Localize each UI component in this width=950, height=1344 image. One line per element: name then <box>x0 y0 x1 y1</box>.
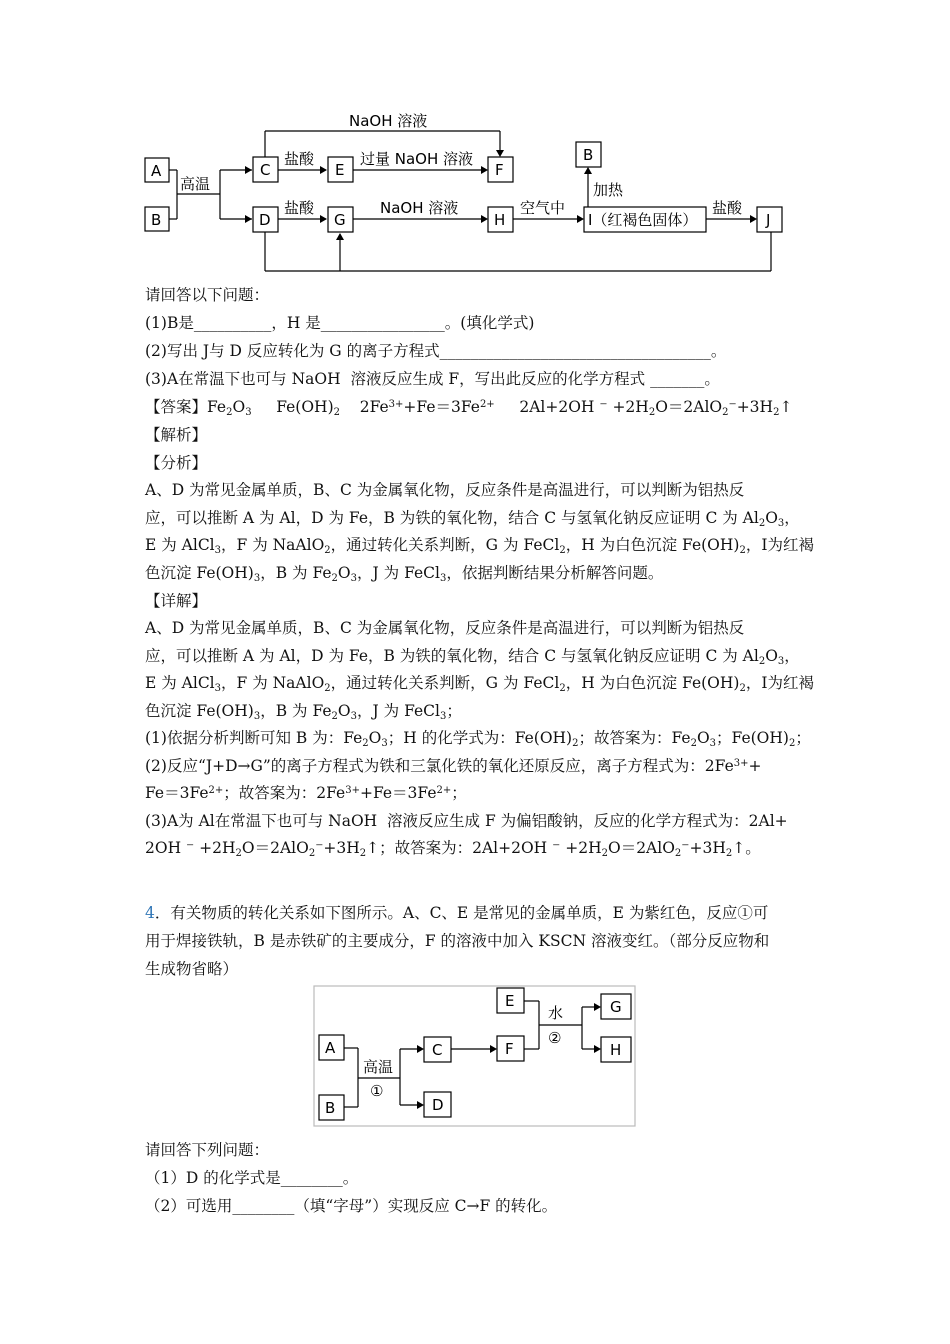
label-yansuan-3: 盐酸 <box>712 199 743 217</box>
node-b: B <box>151 211 162 229</box>
label-jiare: 加热 <box>593 181 624 199</box>
reaction-flow-diagram-2 <box>0 983 950 1133</box>
q4-node-b: B <box>325 1099 336 1117</box>
q3-jiexi-heading: 【解析】 <box>145 426 208 444</box>
node-i: I（红褐色固体） <box>588 211 698 229</box>
q4-label-gaowen: 高温 <box>363 1058 394 1076</box>
question-3-block <box>145 281 825 863</box>
q4-node-g: G <box>610 998 622 1016</box>
q3-part-2: (2)写出 J与 D 反应转化为 G 的离子方程式___________________________________。 <box>145 342 727 360</box>
label-yansuan-1: 盐酸 <box>284 150 315 168</box>
node-b-top: B <box>583 146 594 164</box>
node-f: F <box>495 161 504 179</box>
node-d: D <box>259 211 271 229</box>
q4-label-reaction-1: ① <box>370 1082 384 1100</box>
node-a: A <box>151 162 162 180</box>
reaction-flow-diagram-1 <box>0 0 950 290</box>
label-naoh-top: NaOH 溶液 <box>349 112 428 130</box>
label-naoh-mid: NaOH 溶液 <box>380 199 459 217</box>
question-number: 4 <box>145 904 155 922</box>
q4-node-d: D <box>432 1096 444 1114</box>
node-j: J <box>766 211 771 229</box>
q4-node-e: E <box>505 992 515 1010</box>
q3-part-3: (3)A在常温下也可与 NaOH 溶液反应生成 F，写出此反应的化学方程式 _______。 <box>145 370 720 388</box>
q4-node-f: F <box>505 1040 514 1058</box>
q4-label-shui: 水 <box>548 1004 564 1022</box>
q4-node-h: H <box>610 1041 622 1059</box>
label-yansuan-2: 盐酸 <box>284 199 315 217</box>
q3-xiangjie-paragraph: A、D 为常见金属单质，B、C 为金属氧化物，反应条件是高温进行，可以判断为铝热反 应，可以推断 A 为 Al，D 为 Fe，B 为铁的氧化物，结合 C 与氢氧化钠反应证明 C 为 $Al_2O_3$， E 为 AlCl$_3$，F 为 NaAlO$_2$，通过转化关系判断，G 为 FeCl$_2$，H 为白色沉淀 $Fe(OH)_2$，I为红褐 色沉淀 $Fe(OH)_3$，B 为 $Fe_2O_3$，J 为 FeCl$_3$； (1)依据分析判断可知 B 为：$Fe_2O_3$；H 的化学式为：$Fe(OH)_2$；故答案为：$Fe_2O_3$；$Fe(OH)_2$； (2)反应“J+D→G”的离子方程式为铁和三氯化铁的氧化还原反应，离子方程式为：$2Fe^{3+}+$ $Fe=3Fe^{2+}$；故答案为：$2Fe^{3+}+Fe=3Fe^{2+}$； (3)A为 Al在常温下也可与 NaOH 溶液反应生成 F 为偏铝酸钠，反应的化学方程式为：2Al+ 2OH ⁻ $+2H_2O=2AlO_2^-+3H_2↑$；故答案为：2Al+2OH ⁻ $+2H_2O=2AlO_2^-+3H_2↑$。 <box>145 619 814 859</box>
q3-intro: 请回答以下问题： <box>145 286 270 304</box>
node-g: G <box>334 211 346 229</box>
node-e: E <box>335 161 345 179</box>
q3-fenxi-heading: 【分析】 <box>145 454 208 472</box>
q4-part-2: （2）可选用________（填“字母”）实现反应 C→F 的转化。 <box>145 1197 558 1215</box>
q3-answer: 【答案】$Fe_2O_3$ $Fe(OH)_2$ $2Fe^{3+}+Fe=3Fe^{2+}$ 2Al+2OH ⁻ $+2H_2O=2AlO_2^-+3H_2↑$ <box>145 398 793 418</box>
label-kongqi: 空气中 <box>520 199 566 217</box>
q3-xiangjie-heading: 【详解】 <box>145 592 208 610</box>
q4-part-1: （1）D 的化学式是________。 <box>145 1169 359 1187</box>
question-4-parts <box>145 1136 825 1220</box>
label-guoliang-naoh: 过量 NaOH 溶液 <box>360 150 474 168</box>
label-gaowen: 高温 <box>180 175 211 193</box>
q4-intro: 请回答下列问题： <box>145 1141 270 1159</box>
node-h: H <box>494 211 506 229</box>
q3-part-1: (1)B是__________，H 是________________。(填化学式) <box>145 314 535 332</box>
q4-node-a: A <box>325 1039 336 1057</box>
question-4-stem: 4．有关物质的转化关系如下图所示。A、C、E 是常见的金属单质，E 为紫红色，反应①可 用于焊接铁轨，B 是赤铁矿的主要成分，F 的溶液中加入 KSCN 溶液变红。（部分反应物和 生成物省略） <box>145 904 770 978</box>
node-c: C <box>260 161 271 179</box>
q4-label-reaction-2: ② <box>548 1029 562 1047</box>
q4-node-c: C <box>432 1041 443 1059</box>
q3-fenxi-paragraph: A、D 为常见金属单质，B、C 为金属氧化物，反应条件是高温进行，可以判断为铝热反 应，可以推断 A 为 Al，D 为 Fe，B 为铁的氧化物，结合 C 与氢氧化钠反应证明 C 为 $Al_2O_3$， E 为 AlCl$_3$，F 为 NaAlO$_2$，通过转化关系判断，G 为 FeCl$_2$，H 为白色沉淀 $Fe(OH)_2$，I为红褐 色沉淀 $Fe(OH)_3$，B 为 $Fe_2O_3$，J 为 FeCl$_3$，依据判断结果分析解答问题。 <box>145 481 814 584</box>
